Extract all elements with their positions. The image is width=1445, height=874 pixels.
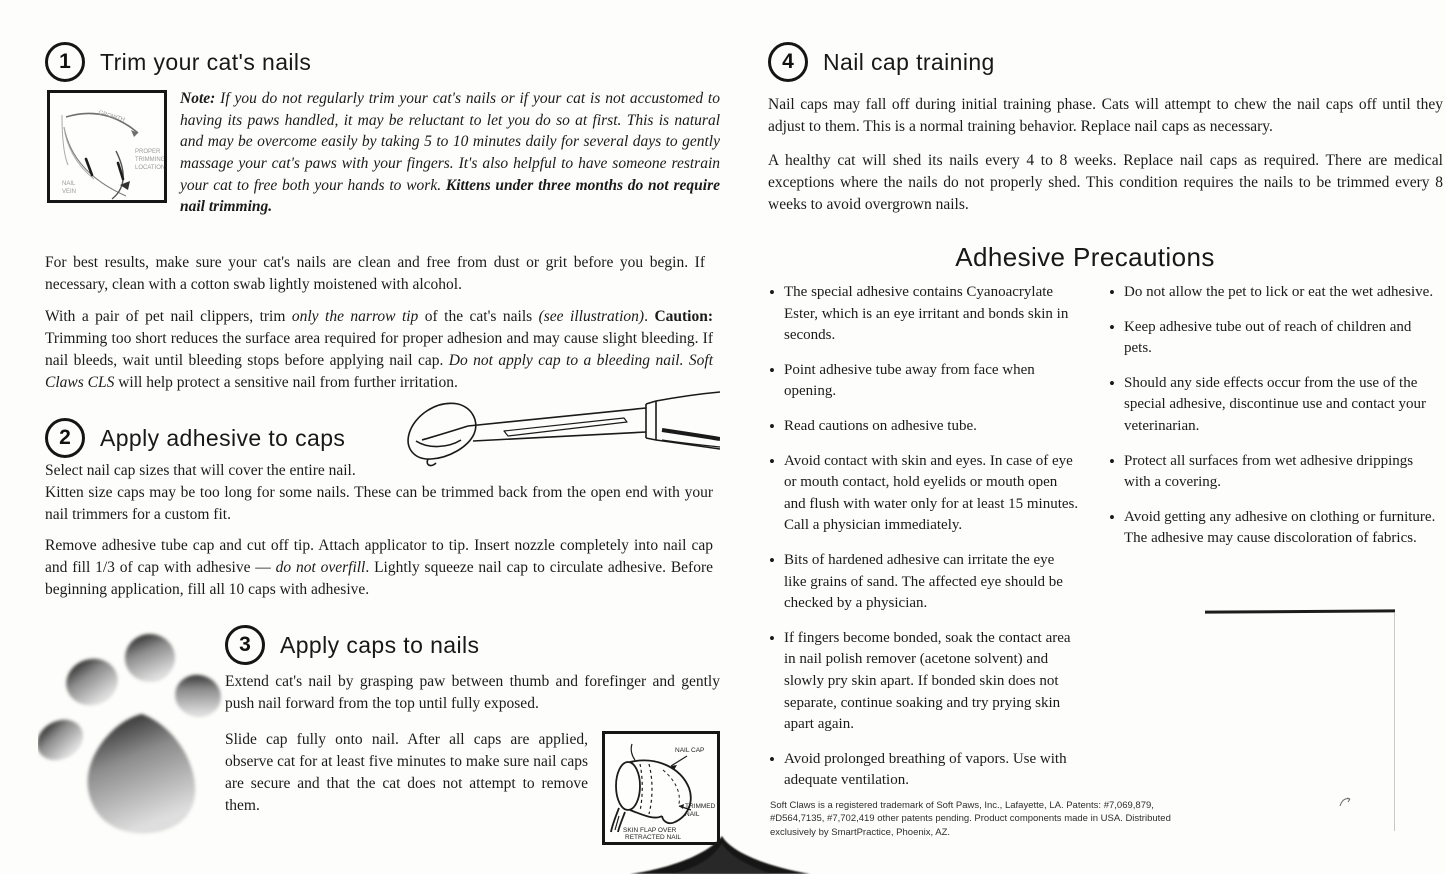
cat-ear-silhouette-icon [612,835,822,874]
nail-cap-illustration [602,731,720,845]
precautions-left-column [768,282,1080,805]
section-1-header [45,42,311,82]
section-3-title: Apply caps to nails [280,631,480,658]
precaution-item: • Protect all surfaces from wet adhesive drippings with a covering. [1108,451,1438,494]
label-retracted-nail: RETRACTED NAIL [625,834,681,841]
nail-trimming-illustration [47,90,167,203]
label-trimmed: TRIMMED [685,803,716,810]
label-trimmed-nail: NAIL [685,811,700,818]
section-1-note: Note: If you do not regularly trim your cat's nails or if your cat is not accustomed to having its paws handled, it may be reluctant to let you do so at first. This is natural and may be overcome easily by taking 5 to 10 minutes daily for several days to gently massage your cat's paws with your fingers. It's also helpful to have someone restrain your cat to free both your hands to work. Kittens under three months do not require nail trimming. [180,90,720,216]
nail-trim-diagram-icon [50,93,164,200]
precaution-item: • If fingers become bonded, soak the contact area in nail polish remover (acetone solvent) and slowly pry skin apart. If bonded skin does not separate, continue soaking and try prying skin apart again. [768,628,1080,736]
step-4-number: 4 [768,42,808,82]
section-4-paragraph-2: A healthy cat will shed its nails every 4 to 8 weeks. Replace nail caps as required. There are medical exceptions where the nails do not properly shed. This condition requires the nails to be trimmed every 8 weeks to avoid overgrown nails. [768,152,1443,213]
scan-mark-icon [1338,795,1354,809]
adhesive-precautions-title: Adhesive Precautions [955,242,1215,272]
section-2-paragraph-3: Remove adhesive tube cap and cut off tip. Attach applicator to tip. Insert nozzle completely into nail cap and fill 1/3 of cap with adhesive — do not overfill. Lightly squeeze nail cap to circulate adhesive. Before beginning application, fill all 10 caps with adhesive. [45,537,713,598]
label-vein: VEIN [62,189,77,195]
legal-fine-print: Soft Claws is a registered trademark of Soft Paws, Inc., Lafayette, LA. Patents: #7,069,879, #D564,7135, #7,702,419 other patents pending. Product components made in USA. Distributed exclusively by SmartPractice, Phoenix, AZ. [770,800,1171,838]
section-3-header [225,625,720,665]
precaution-item: • Keep adhesive tube out of reach of children and pets. [1108,317,1438,360]
precaution-item: • The special adhesive contains Cyanoacrylate Ester, which is an eye irritant and bonds skin in seconds. [768,282,1080,347]
section-1-paragraph-1: For best results, make sure your cat's nails are clean and free from dust or grit before you begin. If necessary, clean with a cotton swab lightly moistened with alcohol. [45,254,705,293]
label-trimming: TRIMMING [135,157,164,163]
step-1-number: 1 [45,42,85,82]
precaution-item: • Point adhesive tube away from face when opening. [768,360,1080,403]
precautions-columns [768,282,1440,805]
section-3-paragraph-2: Slide cap fully onto nail. After all caps are applied, observe cat for at least five minutes to make sure nail caps are secure and that the cat does not attempt to remove them. [225,731,588,814]
nail-cap-diagram-icon [605,734,717,842]
section-4-paragraph-1: Nail caps may fall off during initial training phase. Cats will attempt to chew the nail caps off until they adjust to them. This is a normal training behavior. Replace nail caps as necessary. [768,96,1443,135]
precaution-item: • Should any side effects occur from the use of the special adhesive, discontinue use and contact your veterinarian. [1108,373,1438,438]
section-3-paragraph-2-wrap [225,729,720,841]
section-2-header [45,418,345,458]
precautions-right-column [1108,282,1438,805]
step-3-number: 3 [225,625,265,665]
precaution-item: • Avoid contact with skin and eyes. In case of eye or mouth contact, hold eyelids or mouth open and flush with water only for at least 15 minutes. Call a physician immediately. [768,451,1080,537]
section-3-paragraph-1: Extend cat's nail by grasping paw between thumb and forefinger and gently push nail forward from the top until fully exposed. [225,673,720,712]
section-3-block [225,625,720,845]
section-2-paragraph-2: Kitten size caps may be too long for some nails. These can be trimmed back from the open end with your nail trimmers for a custom fit. [45,484,713,523]
section-2-title: Apply adhesive to caps [100,424,346,451]
label-nail: NAIL [62,181,76,187]
section-4-title: Nail cap training [823,48,995,75]
precaution-item: • Avoid prolonged breathing of vapors. Use with adequate ventilation. [768,749,1080,792]
label-nail-cap: NAIL CAP [675,747,705,754]
label-growth: GROWTH [97,110,126,124]
flap-side-line [1394,613,1395,831]
precaution-item: • Bits of hardened adhesive can irritate the eye like grains of sand. The affected eye should be checked by a physician. [768,550,1080,615]
label-skin-flap: SKIN FLAP OVER [623,827,677,834]
label-proper: PROPER [135,149,161,155]
precaution-item: • Avoid getting any adhesive on clothing or furniture. The adhesive may cause discoloration of fabrics. [1108,507,1438,550]
adhesive-applicator-icon [398,388,720,470]
section-1-paragraph-2: With a pair of pet nail clippers, trim only the narrow tip of the cat's nails (see illustration). Caution: Trimming too short reduces the surface area required for proper adhesion and may cause slight bleeding. If nail bleeds, wait until bleeding stops before applying nail cap. Do not apply cap to a bleeding nail. Soft Claws CLS will help protect a sensitive nail from further irritation. [45,308,714,391]
precaution-item: • Do not allow the pet to lick or eat the wet adhesive. [1108,282,1438,304]
step-2-number: 2 [45,418,85,458]
section-2-paragraphs [45,460,713,526]
precaution-item: • Read cautions on adhesive tube. [768,416,1080,438]
section-1-title: Trim your cat's nails [100,48,312,75]
paw-print-icon [38,628,238,848]
section-2-paragraph-1: Select nail cap sizes that will cover the entire nail. [45,462,356,479]
label-location: LOCATION [135,165,164,171]
section-4-header [768,42,995,82]
